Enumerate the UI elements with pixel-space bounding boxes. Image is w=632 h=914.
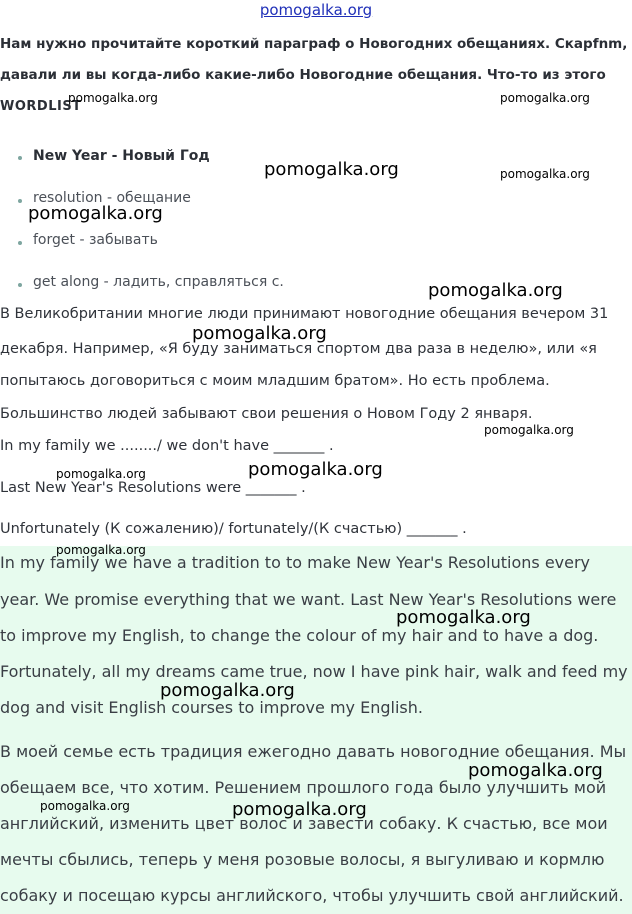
answer-line: Fortunately, all my dreams came true, now I have pink hair, walk and feed my xyxy=(0,662,628,681)
list-item: New Year - Новый Год xyxy=(33,148,210,164)
question-line-2: давали ли вы когда-либо какие-либо Новогодние обещания. Что-то из этого xyxy=(0,67,606,83)
paragraph-line: попытаюсь договориться с моим младшим братом». Но есть проблема. xyxy=(0,373,550,389)
watermark: pomogalka.org xyxy=(40,799,130,813)
answer-line: английский, изменить цвет волос и завести собаку. К счастью, все мои xyxy=(0,814,608,833)
list-item: get along - ладить, справляться с. xyxy=(33,274,284,290)
answer-line: мечты сбылись, теперь у меня розовые волосы, я выгуливаю и кормлю xyxy=(0,850,605,869)
watermark: pomogalka.org xyxy=(484,423,574,437)
watermark: pomogalka.org xyxy=(68,91,158,105)
watermark: pomogalka.org xyxy=(232,799,367,820)
watermark: pomogalka.org xyxy=(160,680,295,701)
paragraph-line: Большинство людей забывают свои решения о Новом Году 2 января. xyxy=(0,406,533,422)
answer-line: to improve my English, to change the colour of my hair and to have a dog. xyxy=(0,626,599,645)
watermark: pomogalka.org xyxy=(192,323,327,344)
wordlist-title: WORDLIST xyxy=(0,99,82,114)
bullet-dot xyxy=(18,156,22,160)
watermark: pomogalka.org xyxy=(264,159,399,180)
template-line: Last New Year's Resolutions were _______ . xyxy=(0,480,306,496)
bullet-dot xyxy=(18,283,22,287)
answer-line: dog and visit English courses to improve my English. xyxy=(0,698,423,717)
paragraph-line: декабря. Например, «Я буду заниматься спортом два раза в неделю», или «я xyxy=(0,341,597,357)
watermark: pomogalka.org xyxy=(56,467,146,481)
watermark: pomogalka.org xyxy=(248,459,383,480)
template-line: In my family we ......../ we don't have _______ . xyxy=(0,438,334,454)
site-header-link[interactable]: pomogalka.org xyxy=(259,1,373,19)
answer-line: В моей семье есть традиция ежегодно давать новогодние обещания. Мы xyxy=(0,742,627,761)
watermark: pomogalka.org xyxy=(28,203,163,224)
watermark: pomogalka.org xyxy=(500,91,590,105)
list-item: forget - забывать xyxy=(33,232,158,248)
list-item: resolution - обещание xyxy=(33,190,191,206)
watermark: pomogalka.org xyxy=(56,543,146,557)
template-line: Unfortunately (К сожалению)/ fortunately/(К счастью) _______ . xyxy=(0,521,467,537)
watermark: pomogalka.org xyxy=(468,760,603,781)
watermark: pomogalka.org xyxy=(396,607,531,628)
question-line-1: Нам нужно прочитайте короткий параграф о Новогодних обещаниях. Скаpfnm, xyxy=(0,36,628,52)
bullet-dot xyxy=(18,199,22,203)
answer-line: обещаем все, что хотим. Решением прошлого года было улучшить мой xyxy=(0,778,607,797)
answer-line: year. We promise everything that we want. Last New Year's Resolutions were xyxy=(0,590,617,609)
bullet-dot xyxy=(18,241,22,245)
watermark: pomogalka.org xyxy=(500,167,590,181)
watermark: pomogalka.org xyxy=(428,280,563,301)
answer-line: собаку и посещаю курсы английского, чтобы улучшить свой английский. xyxy=(0,886,624,905)
paragraph-line: В Великобритании многие люди принимают новогодние обещания вечером 31 xyxy=(0,306,609,322)
answer-line: In my family we have a tradition to to make New Year's Resolutions every xyxy=(0,553,591,572)
